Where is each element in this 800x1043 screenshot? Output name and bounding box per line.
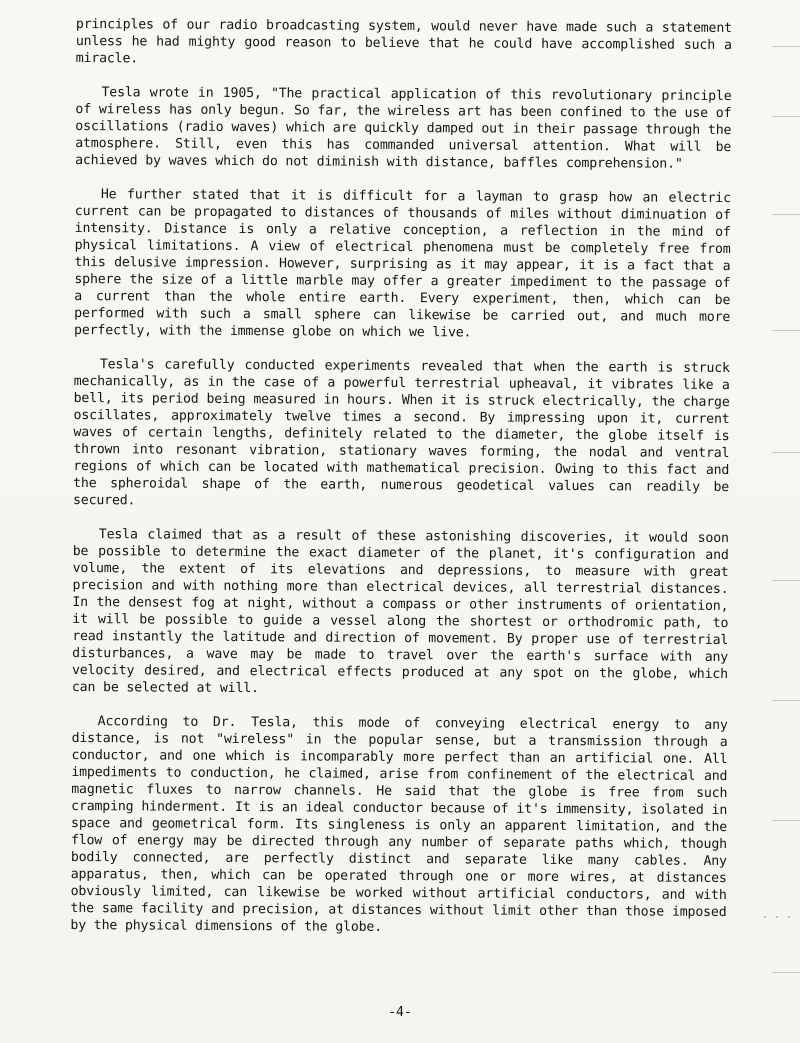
- paragraph-experiments: Tesla's carefully conducted experiments revealed that when the earth is struck mechanically, as in the case of a powerful terrestrial upheaval, it vibrates like a bell, its period being measured in hours. When it is struck electrically, the charge oscillates, approximately twelve times a second. By impressing upon it, current waves of certain lengths, definitely related to the diameter, the globe itself is thrown into resonant vibration, stationary waves forming, the nodal and ventral regions of which can be located with mathematical precision. Owing to this fact and the spheroidal shape of the earth, numerous geodetical values can readily be secured.: [72, 357, 730, 509]
- paragraph-layman: He further stated that it is difficult for a layman to grasp how an electric current can be propagated to distances of thousands of miles without diminuation of intensity. Distance is only a relative conception, a reflection in the mind of physical limitations. A view of electrical phenomena must be completely free from this delusive impression. However, surprising as it may appear, it is a fact that a sphere the size of a little marble may offer a greater impediment to the passage of a current than the whole entire earth. Every experiment, then, which can be performed with such a small sphere can likewise be carried out, and much more perfectly, with the immense globe on which we live.: [74, 187, 731, 341]
- scan-artifact: [772, 580, 800, 581]
- scan-artifact: [772, 116, 800, 117]
- scan-artifact: [772, 700, 800, 701]
- scan-artifact: [772, 214, 800, 215]
- margin-smudge: · · ·: [762, 912, 793, 923]
- scan-artifact: [772, 452, 800, 453]
- scan-artifact: [772, 972, 800, 973]
- scan-artifact: [772, 46, 800, 47]
- scan-artifact: [772, 820, 800, 821]
- paragraph-continuation: principles of our radio broadcasting system, would never have made such a statement unless he had mighty good reason to believe that he could have accomplished such a miracle.: [75, 16, 732, 67]
- page-number: -4-: [388, 1005, 412, 1020]
- paragraph-conduction: According to Dr. Tesla, this mode of conveying electrical energy to any distance, is not "wireless" in the popular sense, but a transmission through a conductor, and one which is incomparably more perfect than an artificial one. All impediments to conduction, he claimed, arise from confinement of the electrical and magnetic fluxes to narrow channels. He said that the globe is free from such cramping hinderment. It is an ideal conductor because of it's immensity, isolated in space and geometrical form. Its singleness is only an apparent limitation, and the flow of energy may be directed through any number of separate paths which, though bodily connected, are perfectly distinct and separate like many cables. Any apparatus, then, which can be operated through one or more wires, at distances obviously limited, can likewise be worked without artificial conductors, and with the same facility and precision, at distances without limit other than those imposed by the physical dimensions of the globe.: [70, 714, 728, 935]
- body-text: [70, 16, 732, 955]
- paragraph-1905-quote: Tesla wrote in 1905, "The practical application of this revolutionary principle of wireless has only begun. So far, the wireless art has been confined to the use of oscillations (radio waves) which are quickly damped out in their passage through the atmosphere. Still, even this has commanded universal attention. What will be achieved by waves which do not diminish with distance, baffles comprehension.": [75, 85, 732, 172]
- paragraph-discoveries: Tesla claimed that as a result of these astonishing discoveries, it would soon be possible to determine the exact diameter of the planet, it's configuration and volume, the extent of its elevations and depressions, to measure with great precision and with nothing more than electrical devices, all terrestrial distances. In the densest fog at night, without a compass or other instruments of orientation, it will be possible to guide a vessel along the shortest or orthodromic path, to read instantly the latitude and direction of movement. By proper use of terrestrial disturbances, a wave may be made to travel over the earth's surface with any velocity desired, and electrical effects produced at any spot on the globe, which can be selected at will.: [71, 527, 729, 697]
- scan-artifact: [772, 330, 800, 331]
